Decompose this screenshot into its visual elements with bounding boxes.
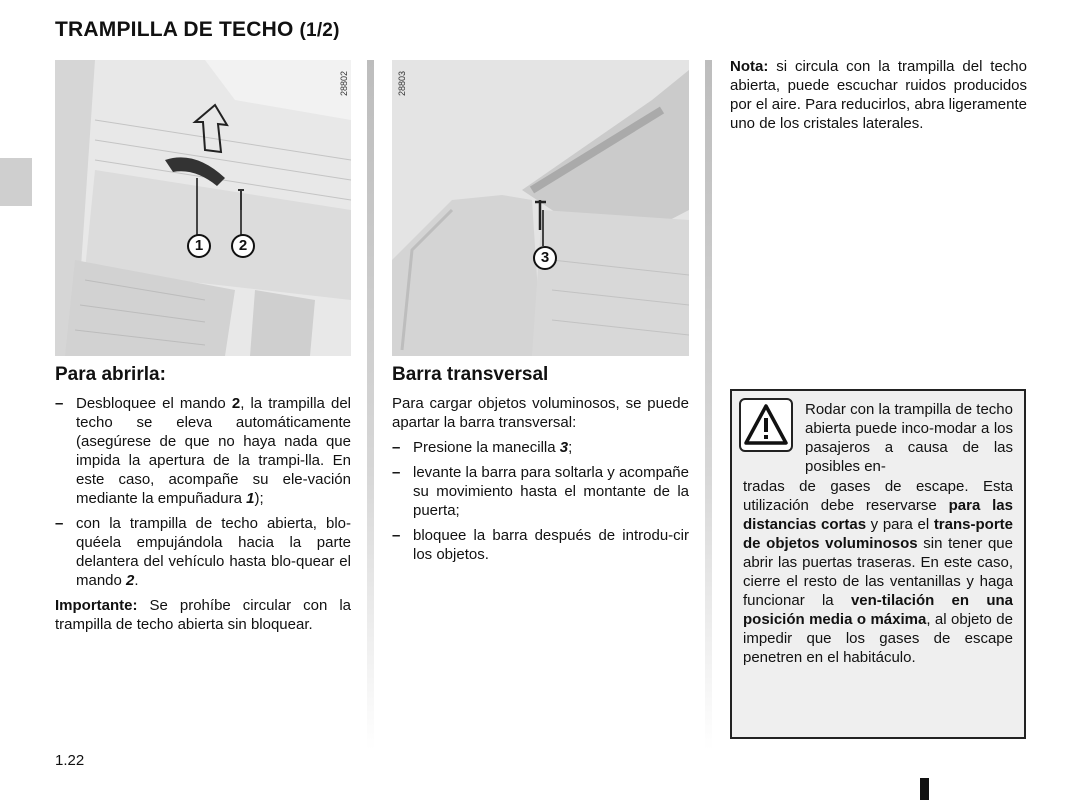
air-noise-note: [730, 57, 1027, 133]
warning-body: [743, 477, 1013, 667]
item-ref: 1: [246, 490, 255, 507]
list-dash: –: [55, 515, 64, 532]
section-heading-open: Para abrirla:: [55, 364, 166, 385]
warning-emphasis: para las distancias cortas: [743, 497, 1013, 533]
note-text: Se prohíbe circular con la trampilla de techo abierta sin bloquear.: [55, 597, 351, 633]
warning-text: sin tener que abrir las puertas traseras. En este caso, cierre el resto de las ventanillas y haga funcionar la: [743, 535, 1013, 609]
list-dash: –: [392, 439, 401, 456]
page-title-part: (1/2): [299, 20, 340, 41]
warning-emphasis: ven-tilación en una posición media o máxima: [743, 592, 1014, 628]
list-item: [55, 514, 351, 590]
list-dash: –: [392, 464, 401, 481]
callout-2: 2: [231, 234, 255, 258]
note-text: si circula con la trampilla del techo abierta, puede escuchar ruidos producidos por el aire. Para reducirlos, abra ligeramente uno de los cristales laterales.: [730, 58, 1027, 132]
item-text: Presione la manecilla: [413, 439, 560, 456]
crossbar-instructions: [392, 394, 689, 564]
item-ref: 2: [126, 572, 135, 589]
warning-triangle-icon: [741, 400, 791, 450]
warning-text: tradas de gases de escape. Esta utilización debe reservarse: [743, 478, 1013, 514]
section-heading-crossbar: Barra transversal: [392, 364, 549, 385]
figure-crossbar: [392, 60, 689, 356]
list-item: [392, 438, 689, 457]
open-instructions: [55, 394, 351, 634]
list-dash: –: [55, 395, 64, 412]
item-text: .: [134, 572, 139, 589]
figure-code: 28803: [397, 70, 407, 96]
page-title-main: TRAMPILLA DE TECHO: [55, 18, 294, 41]
crossbar-illustration: [392, 60, 689, 356]
warning-lead: Rodar con la trampilla de techo abierta puede inco-modar a los pasajeros a causa de las posibles en-: [805, 401, 1013, 475]
item-text: bloquee la barra después de introdu-cir los objetos.: [413, 527, 689, 563]
column-2: [392, 364, 689, 570]
section-tab: [0, 158, 32, 206]
important-note: [55, 596, 351, 634]
item-text: );: [254, 490, 264, 507]
page-number: 1.22: [55, 752, 85, 769]
item-text: ;: [568, 439, 573, 456]
page-title: [55, 18, 340, 42]
roof-hatch-illustration: [55, 60, 351, 356]
item-text: , la trampilla del techo se eleva automáticamente (asegúrese de que no haya nada que impida la apertura de la trampi-lla. En este caso, acompañe su ele-vación mediante la empuñadura: [76, 395, 351, 507]
item-text: levante la barra para soltarla y acompañe su movimiento hasta el montante de la puerta;: [413, 464, 689, 519]
warning-text: y para el: [866, 516, 934, 533]
note-label: Nota:: [730, 58, 769, 75]
note-label: Importante:: [55, 597, 138, 614]
list-dash: –: [392, 527, 401, 544]
list-item: [392, 526, 689, 564]
list-item: [392, 463, 689, 520]
warning-emphasis: trans-porte de objetos voluminosos: [743, 516, 1013, 552]
warning-triangle-icon: [739, 398, 793, 452]
figure-roof-hatch-open: [55, 60, 351, 356]
column-separator-1: [367, 60, 374, 750]
figure-code: 28802: [339, 70, 349, 96]
item-ref: 3: [559, 439, 569, 456]
crossbar-intro: Para cargar objetos voluminosos, se puede apartar la barra transversal:: [392, 395, 689, 431]
callout-3: 3: [533, 246, 557, 270]
corner-mark: [920, 778, 929, 800]
column-separator-2: [705, 60, 712, 750]
callout-1: 1: [187, 234, 211, 258]
item-text: Desbloquee el mando: [76, 395, 232, 412]
item-text: con la trampilla de techo abierta, blo-quéela empujándola hacia la parte delantera del vehículo hasta blo-quear el mando: [76, 515, 351, 589]
item-ref: 2: [231, 395, 241, 412]
warning-text: , al objeto de impedir que los gases de escape penetren en el habitáculo.: [743, 611, 1013, 666]
list-item: [55, 394, 351, 508]
column-1: [55, 364, 351, 640]
